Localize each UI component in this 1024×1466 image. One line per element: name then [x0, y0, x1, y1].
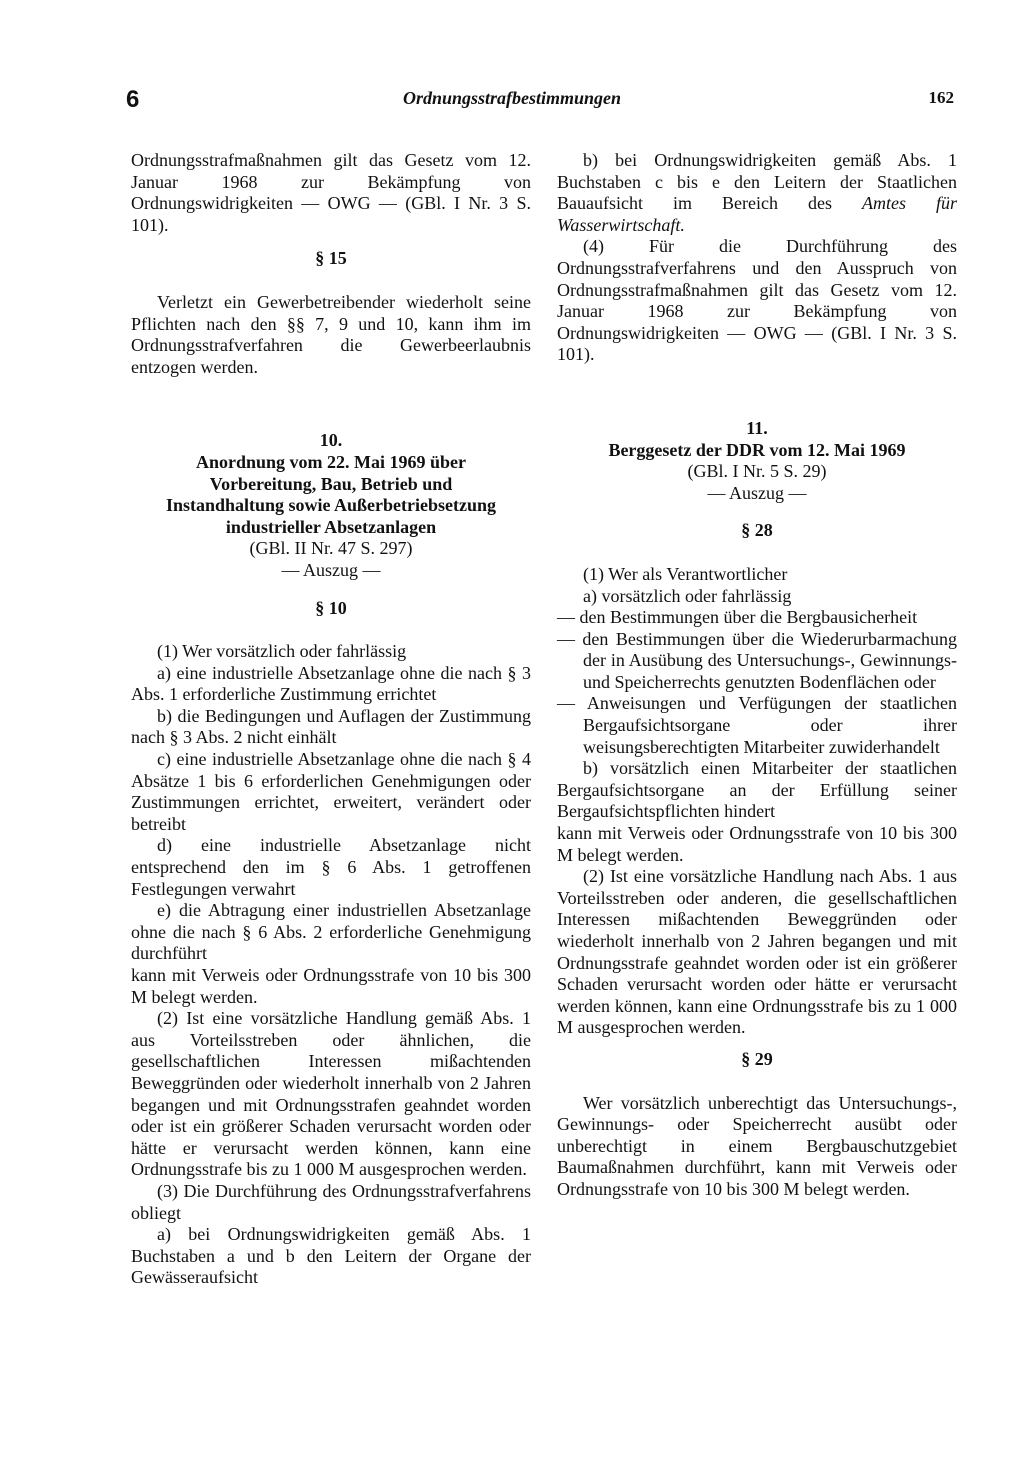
document-source: (GBl. II Nr. 47 S. 297): [249, 538, 413, 559]
page-header: [0, 86, 1024, 116]
document-excerpt-label: — Auszug —: [281, 559, 381, 580]
document-number: 10.: [319, 430, 343, 451]
paragraph: (2) Ist eine vorsätzliche Handlung nach Abs. 1 aus Vorteilsstreben oder anderen, die gesellschaftlichen Interessen mißachtenden Beweggründen oder wiederholt innerhalb von 2 Jahren begangen und mit Ordnungsstrafe geahndet worden oder ist ein größerer Schaden verursacht worden oder hätte er verursacht werden können, kann eine Ordnungsstrafe bis zu 1 000 M ausgesprochen werden.: [557, 866, 957, 1038]
paragraph: (1) Wer als Verantwortlicher: [583, 563, 788, 584]
section-heading-28: § 28: [741, 520, 773, 541]
dash-item: — den Bestimmungen über die Bergbausicherheit: [557, 607, 918, 628]
paragraph: a) vorsätzlich oder fahrlässig: [583, 585, 792, 606]
continued-paragraph-text: b) bei Ordnungswidrigkeiten gemäß Abs. 1 Buchstaben c bis e den Leitern der Staatlichen Bauaufsicht im Bereich des: [557, 150, 957, 214]
paragraph: (2) Ist eine vorsätzliche Handlung gemäß Abs. 1 aus Vorteilsstreben oder ähnlichen, die gesellschaftlichen Interessen mißachtenden Beweggründen oder wiederholt innerhalb von 2 Jahren begangen und mit Ordnungsstrafen geahndet worden oder ist ein größerer Schaden verursacht worden oder hätte er verursacht werden können, kann eine Ordnungsstrafe bis zu 1 000 M ausgesprochen werden.: [131, 1008, 531, 1180]
page-number: 162: [928, 88, 954, 107]
paragraph: b) vorsätzlich einen Mitarbeiter der staatlichen Bergaufsichtsorgane an der Erfüllung seiner Bergaufsichtspflichten hindert: [557, 758, 957, 822]
document-source: (GBl. I Nr. 5 S. 29): [687, 461, 827, 482]
dash-item: — den Bestimmungen über die Wiederurbarmachung der in Ausübung des Untersuchungs-, Gewinnungs- und Speicherrechts genutzten Bodenflächen oder: [557, 628, 957, 692]
dash-item: — Anweisungen und Verfügungen der staatlichen Bergaufsichtsorgane oder ihrer weisungsberechtigten Mitarbeiter zuwiderhandelt: [557, 693, 957, 757]
right-column: [557, 150, 957, 1201]
paragraph: (3) Die Durchführung des Ordnungsstrafverfahrens obliegt: [131, 1180, 531, 1223]
authority-name: Amtes für Wasserwirtschaft.: [557, 193, 957, 235]
penalty-text: kann mit Verweis oder Ordnungsstrafe von 10 bis 300 M belegt werden.: [557, 823, 957, 865]
document-title: Anordnung vom 22. Mai 1969 über Vorbereitung, Bau, Betrieb und Instandhaltung sowie Außerbetriebsetzung industrieller Absetzanlagen: [165, 451, 497, 537]
paragraph: e) die Abtragung einer industriellen Absetzanlage ohne die nach § 6 Abs. 2 erforderliche Genehmigung durchführt: [131, 900, 531, 964]
document-title: Berggesetz der DDR vom 12. Mai 1969: [608, 439, 906, 460]
paragraph: a) bei Ordnungswidrigkeiten gemäß Abs. 1 Buchstaben a und b den Leitern der Organe der Gewässeraufsicht: [131, 1224, 531, 1288]
paragraph: d) eine industrielle Absetzanlage nicht entsprechend den im § 6 Abs. 1 getroffenen Festlegungen verwahrt: [131, 835, 531, 899]
running-title: Ordnungsstrafbestimmungen: [402, 88, 622, 108]
paragraph: a) eine industrielle Absetzanlage ohne die nach § 3 Abs. 1 erforderliche Zustimmung errichtet: [131, 662, 531, 705]
paragraph: (4) Für die Durchführung des Ordnungsstrafverfahrens und den Ausspruch von Ordnungsstrafmaßnahmen gilt das Gesetz vom 12. Januar 1968 zur Bekämpfung von Ordnungswidrigkeiten — OWG — (GBl. I Nr. 3 S. 101).: [557, 236, 957, 365]
chapter-number: 6: [126, 86, 140, 113]
section-15-text: Verletzt ein Gewerbetreibender wiederholt seine Pflichten nach den §§ 7, 9 und 10, kann ihm im Ordnungsstrafverfahren die Gewerbeerlaubnis entzogen werden.: [131, 291, 531, 377]
penalty-text: kann mit Verweis oder Ordnungsstrafe von 10 bis 300 M belegt werden.: [131, 965, 531, 1007]
document-excerpt-label: — Auszug —: [707, 482, 807, 503]
section-29-text: Wer vorsätzlich unberechtigt das Untersuchungs-, Gewinnungs- oder Speicherrecht ausübt oder unberechtigt in einem Bergbauschutzgebiet Baumaßnahmen durchführt, kann mit Verweis oder Ordnungsstrafe von 10 bis 300 M belegt werden.: [557, 1092, 957, 1199]
section-heading-10: § 10: [315, 597, 347, 618]
section-heading-29: § 29: [741, 1048, 773, 1069]
section-heading-15: § 15: [315, 248, 347, 269]
document-number: 11.: [746, 417, 768, 438]
continued-paragraph: [557, 150, 957, 236]
paragraph: c) eine industrielle Absetzanlage ohne die nach § 4 Absätze 1 bis 6 erforderlichen Genehmigungen oder Zustimmungen errichtet, erweitert, verändert oder betreibt: [131, 749, 531, 834]
paragraph: (1) Wer vorsätzlich oder fahrlässig: [157, 641, 407, 662]
paragraph: b) die Bedingungen und Auflagen der Zustimmung nach § 3 Abs. 2 nicht einhält: [131, 705, 531, 748]
left-column: [131, 150, 531, 1289]
continued-paragraph: Ordnungsstrafmaßnahmen gilt das Gesetz vom 12. Januar 1968 zur Bekämpfung von Ordnungswidrigkeiten — OWG — (GBl. I Nr. 3 S. 101).: [131, 150, 531, 235]
